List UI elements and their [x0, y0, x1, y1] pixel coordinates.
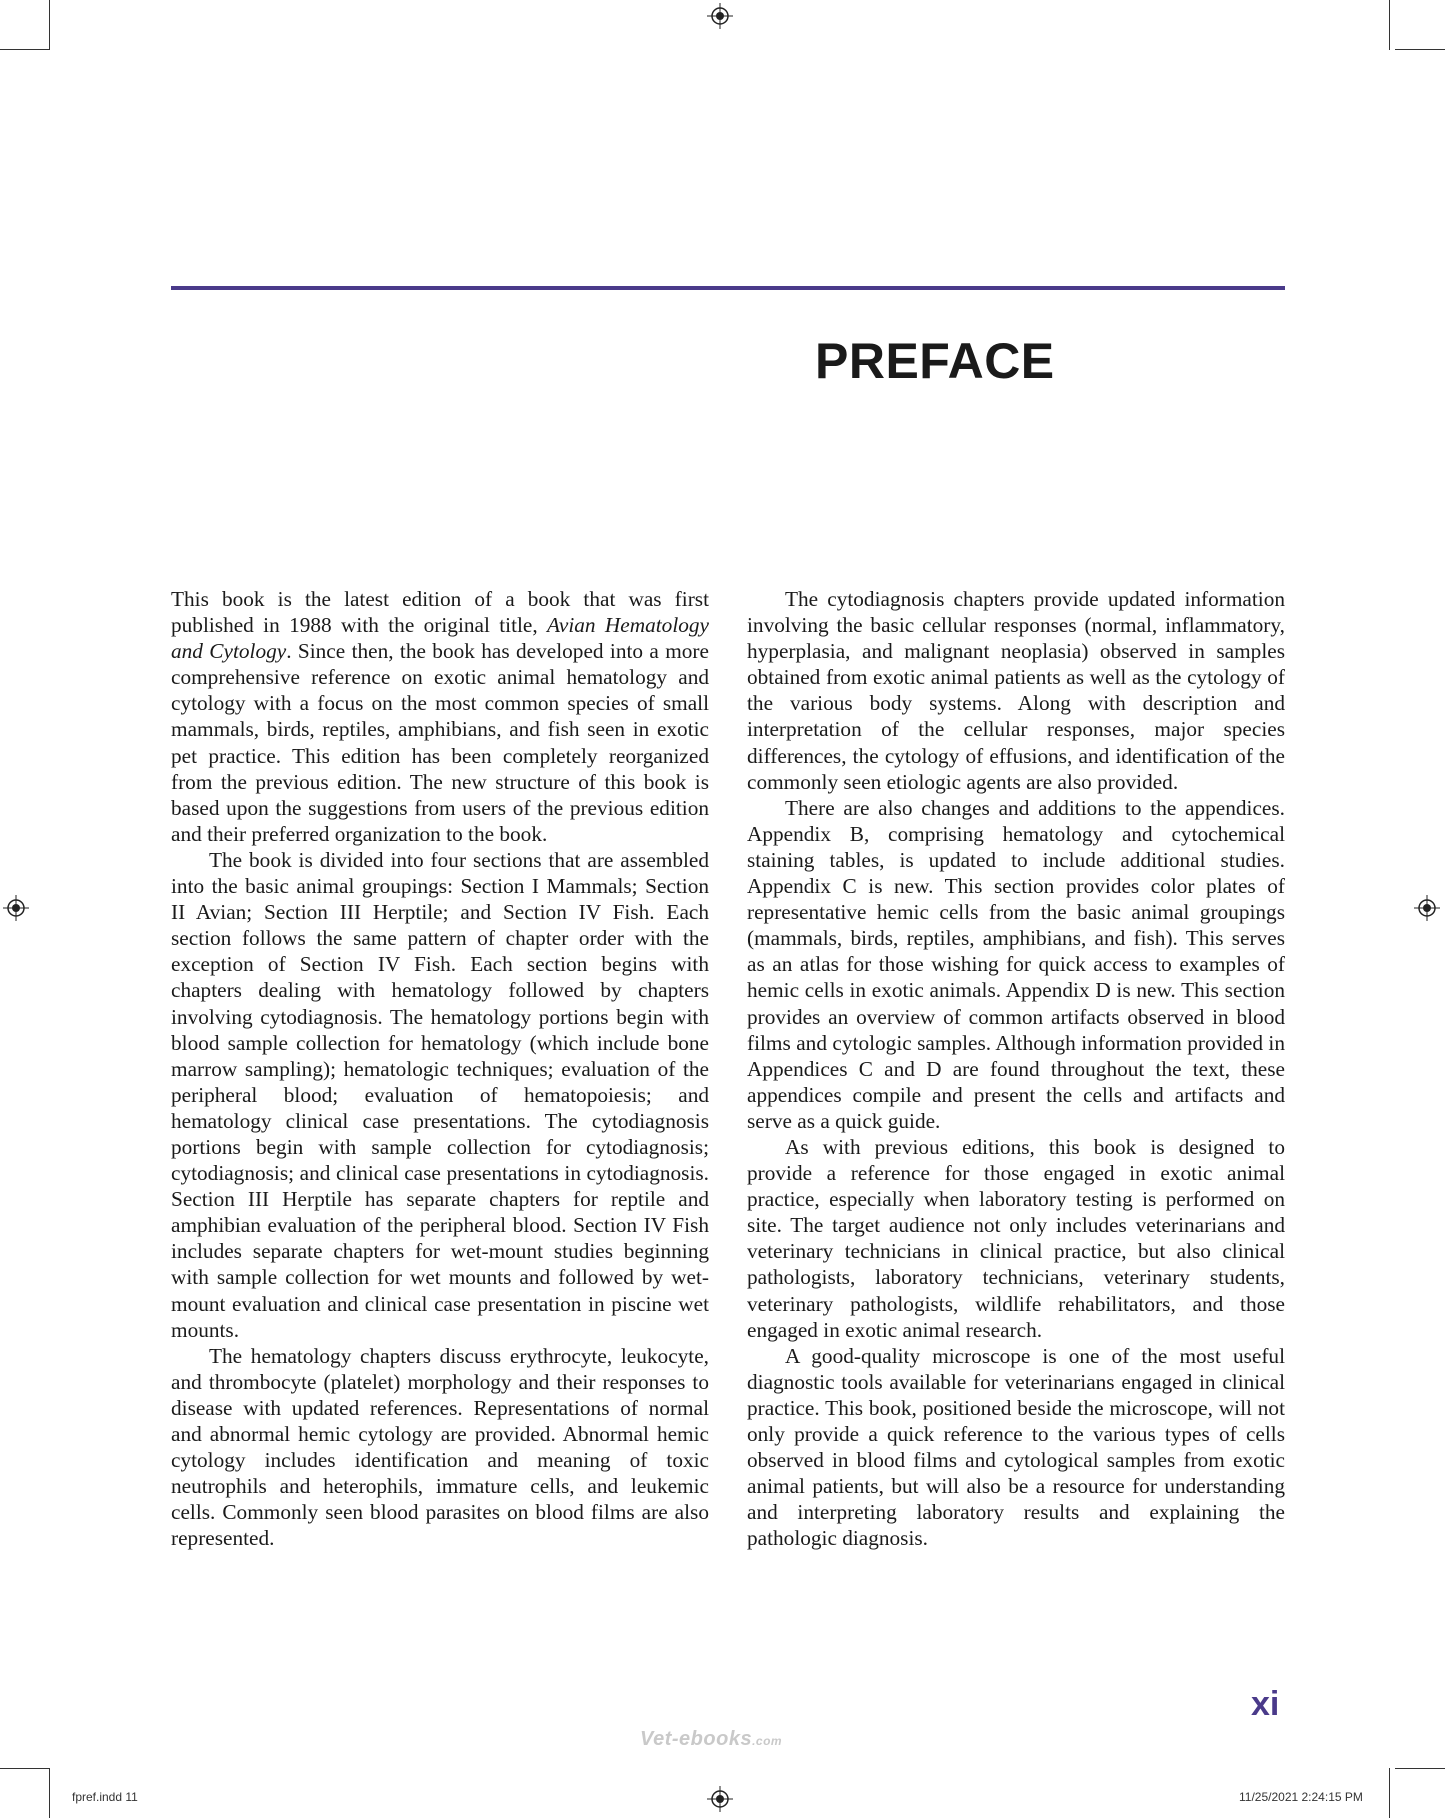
- chapter-title: PREFACE: [815, 333, 1055, 389]
- registration-mark-icon: [3, 895, 29, 921]
- paragraph: The hematology chapters discuss erythrocyte, leukocyte, and thrombocyte (platelet) morphology and their responses to disease with updated references. Representations of normal and abnormal hemic cytology are provided. Abnormal hemic cytology includes identification and meaning of toxic neutrophils and heterophils, immature cells, and leukemic cells. Commonly seen blood parasites on blood films are also represented.: [171, 1343, 709, 1551]
- page-number: xi: [1251, 1685, 1280, 1723]
- crop-mark: [0, 1768, 50, 1769]
- slug-filename: fpref.indd 11: [72, 1790, 138, 1804]
- crop-mark: [1389, 0, 1390, 50]
- watermark-logo: [640, 1728, 782, 1751]
- paragraph: A good-quality microscope is one of the most useful diagnostic tools available for veterinarians engaged in clinical practice. This book, positioned beside the microscope, will not only provide a quick reference to the various types of cells observed in blood films and cytological samples from exotic animal patients, but will also be a resource for understanding and interpreting laboratory results and explaining the pathologic diagnosis.: [747, 1343, 1285, 1551]
- watermark-domain: .com: [752, 1734, 783, 1748]
- crop-mark: [1395, 49, 1445, 50]
- paragraph: This book is the latest edition of a book that was first published in 1988 with the original title, Avian Hematology and Cytology. Since then, the book has developed into a more comprehensive reference on exotic animal hematology and cytology with a focus on the most common species of small mammals, birds, reptiles, amphibians, and fish seen in exotic pet practice. This edition has been completely reorganized from the previous edition. The new structure of this book is based upon the suggestions from users of the previous edition and their preferred organization to the book.: [171, 587, 709, 846]
- left-column: [171, 586, 709, 1551]
- right-column: [747, 586, 1285, 1551]
- watermark-brand: Vet-ebooks: [640, 1728, 753, 1750]
- registration-mark-icon: [707, 1786, 733, 1812]
- crop-mark: [1389, 1768, 1390, 1818]
- registration-mark-icon: [707, 3, 733, 29]
- crop-mark: [0, 49, 50, 50]
- slug-timestamp: 11/25/2021 2:24:15 PM: [1239, 1790, 1363, 1804]
- crop-mark: [49, 1768, 50, 1818]
- crop-mark: [1395, 1768, 1445, 1769]
- paragraph: There are also changes and additions to the appendices. Appendix B, comprising hematology and cytochemical staining tables, is updated to include additional studies. Appendix C is new. This section provides color plates of representative hemic cells from the basic animal groupings (mammals, birds, reptiles, amphibians, and fish). This serves as an atlas for those wishing for quick access to examples of hemic cells in exotic animals. Appendix D is new. This section provides an overview of common artifacts observed in blood films and cytologic samples. Although information provided in Appendices C and D are found throughout the text, these appendices compile and present the cells and artifacts and serve as a quick guide.: [747, 795, 1285, 1133]
- chapter-rule: [171, 286, 1285, 290]
- paragraph: As with previous editions, this book is designed to provide a reference for those engaged in exotic animal practice, especially when laboratory testing is performed on site. The target audience not only includes veterinarians and veterinary technicians in clinical practice, but also clinical pathologists, laboratory technicians, veterinary students, veterinary pathologists, wildlife rehabilitators, and those engaged in exotic animal research.: [747, 1134, 1285, 1342]
- crop-mark: [49, 0, 50, 50]
- paragraph: The cytodiagnosis chapters provide updated information involving the basic cellular responses (normal, inflammatory, hyperplasia, and malignant neoplasia) observed in samples obtained from exotic animal patients as well as the cytology of the various body systems. Along with description and interpretation of the cellular responses, major species differences, the cytology of effusions, and identification of the commonly seen etiologic agents are also provided.: [747, 587, 1285, 794]
- registration-mark-icon: [1414, 895, 1440, 921]
- paragraph: The book is divided into four sections that are assembled into the basic animal groupings: Section I Mammals; Section II Avian; Section III Herptile; and Section IV Fish. Each section follows the same pattern of chapter order with the exception of Section IV Fish. Each section begins with chapters dealing with hematology followed by chapters involving cytodiagnosis. The hematology portions begin with blood sample collection for hematology (which include bone marrow sampling); hematologic techniques; evaluation of the peripheral blood; evaluation of hematopoiesis; and hematology clinical case presentations. The cytodiagnosis portions begin with sample collection for cytodiagnosis; cytodiagnosis; and clinical case presentations in cytodiagnosis. Section III Herptile has separate chapters for reptile and amphibian evaluation of the peripheral blood. Section IV Fish includes separate chapters for wet-mount studies beginning with sample collection for wet mounts and followed by wet-mount evaluation and clinical case presentation in piscine wet mounts.: [171, 847, 709, 1342]
